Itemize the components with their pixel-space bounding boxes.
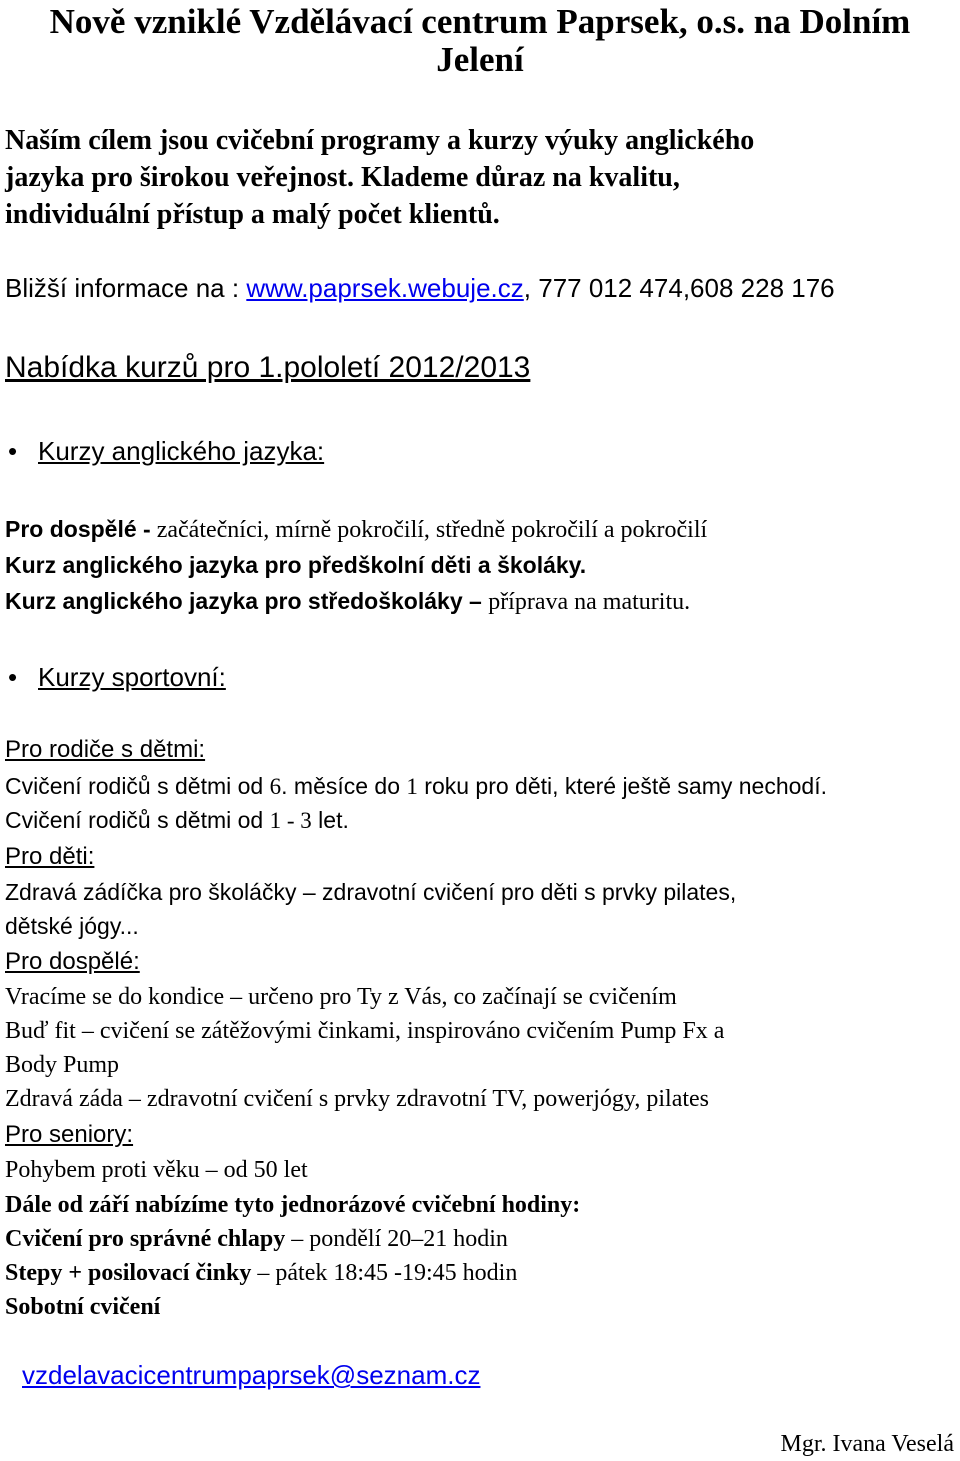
saturday-class-label: Sobotní cvičení	[5, 1294, 161, 1320]
parents-heading: Pro rodiče s dětmi:	[5, 736, 206, 763]
men-class-label: Cvičení pro správné chlapy	[5, 1226, 286, 1252]
english-highschool-dash: –	[462, 588, 489, 614]
english-highschool-label: Kurz anglického jazyka pro středoškoláky	[5, 588, 463, 614]
children-line-2: dětské jógy...	[5, 913, 139, 939]
sport-section-heading	[8, 660, 226, 694]
english-adults-line	[5, 512, 707, 547]
english-highschool-text: příprava na maturitu.	[488, 589, 691, 615]
parents-line-1-c: roku pro děti, které ještě samy nechodí.	[417, 773, 827, 799]
email-link[interactable]: vzdelavacicentrumpaprsek@seznam.cz	[22, 1360, 481, 1390]
adults-line-4: Zdravá záda – zdravotní cvičení s prvky zdravotní TV, powerjógy, pilates	[5, 1086, 710, 1112]
english-section-heading	[8, 434, 324, 468]
men-class-line	[5, 1222, 508, 1256]
english-adults-text: začátečníci, mírně pokročilí, středně pokročilí a pokročilí	[150, 517, 708, 543]
english-kids-line	[5, 548, 586, 582]
contact-prefix: Bližší informace na :	[5, 273, 247, 303]
sport-heading-text: Kurzy sportovní:	[38, 662, 226, 692]
steps-class-time: – pátek 18:45 -19:45 hodin	[251, 1260, 518, 1286]
english-kids-text: Kurz anglického jazyka pro předškolní děti a školáky.	[5, 552, 587, 578]
english-adults-label: Pro dospělé -	[5, 516, 151, 542]
title-line-2: Jelení	[436, 40, 524, 79]
steps-class-line	[5, 1256, 517, 1290]
title-line-1: Nově vzniklé Vzdělávací centrum Paprsek, o.s. na Dolním	[49, 2, 911, 41]
seniors-line-1: Pohybem proti věku – od 50 let	[5, 1157, 308, 1183]
adults-line-2: Buď fit – cvičení se zátěžovými činkami, inspirováno cvičením Pump Fx a	[5, 1018, 725, 1044]
adults-line-1: Vracíme se do kondice – určeno pro Ty z Vás, co začínají se cvičením	[5, 984, 677, 1010]
offer-heading-text: Nabídka kurzů pro 1.pololetí 2012/2013	[5, 351, 531, 384]
parents-line-2	[5, 803, 349, 838]
parents-line-1-num2: 1	[406, 774, 418, 799]
oneoff-heading-text: Dále od září nabízíme tyto jednorázové cvičební hodiny:	[5, 1192, 581, 1218]
intro-line-3: individuální přístup a malý počet klientů.	[5, 199, 500, 230]
english-heading-text: Kurzy anglického jazyka:	[38, 436, 325, 466]
men-class-time: – pondělí 20–21 hodin	[285, 1226, 508, 1252]
signature: Mgr. Ivana Veselá	[780, 1431, 954, 1457]
parents-line-2-b: let.	[311, 807, 349, 833]
steps-class-label: Stepy + posilovací činky	[5, 1260, 252, 1286]
adults-line-3: Body Pump	[5, 1052, 120, 1078]
adults-heading: Pro dospělé:	[5, 948, 140, 975]
bullet-icon: •	[8, 436, 18, 466]
bullet-icon: •	[8, 662, 18, 692]
parents-line-1	[5, 769, 827, 804]
parents-line-2-a: Cvičení rodičů s dětmi od	[5, 807, 270, 833]
phone-numbers: , 777 012 474,608 228 176	[523, 273, 835, 303]
english-highschool-line	[5, 584, 690, 619]
parents-line-1-a: Cvičení rodičů s dětmi od	[5, 773, 270, 799]
parents-line-1-num: 6	[269, 774, 282, 799]
saturday-class-line	[5, 1290, 160, 1324]
children-heading: Pro děti:	[5, 843, 95, 870]
parents-line-2-num: 1 - 3	[269, 808, 312, 833]
oneoff-heading	[5, 1188, 580, 1222]
offer-heading	[5, 348, 530, 388]
children-line-1: Zdravá zádíčka pro školáčky – zdravotní cvičení pro děti s prvky pilates,	[5, 879, 737, 905]
seniors-heading: Pro seniory:	[5, 1121, 134, 1148]
intro-line-2: jazyka pro širokou veřejnost. Klademe důraz na kvalitu,	[5, 162, 680, 193]
website-link[interactable]: www.paprsek.webuje.cz	[246, 273, 524, 303]
contact-info	[5, 270, 835, 306]
parents-line-1-b: . měsíce do	[281, 773, 407, 799]
intro-line-1: Naším cílem jsou cvičební programy a kurzy výuky anglického	[5, 125, 755, 156]
